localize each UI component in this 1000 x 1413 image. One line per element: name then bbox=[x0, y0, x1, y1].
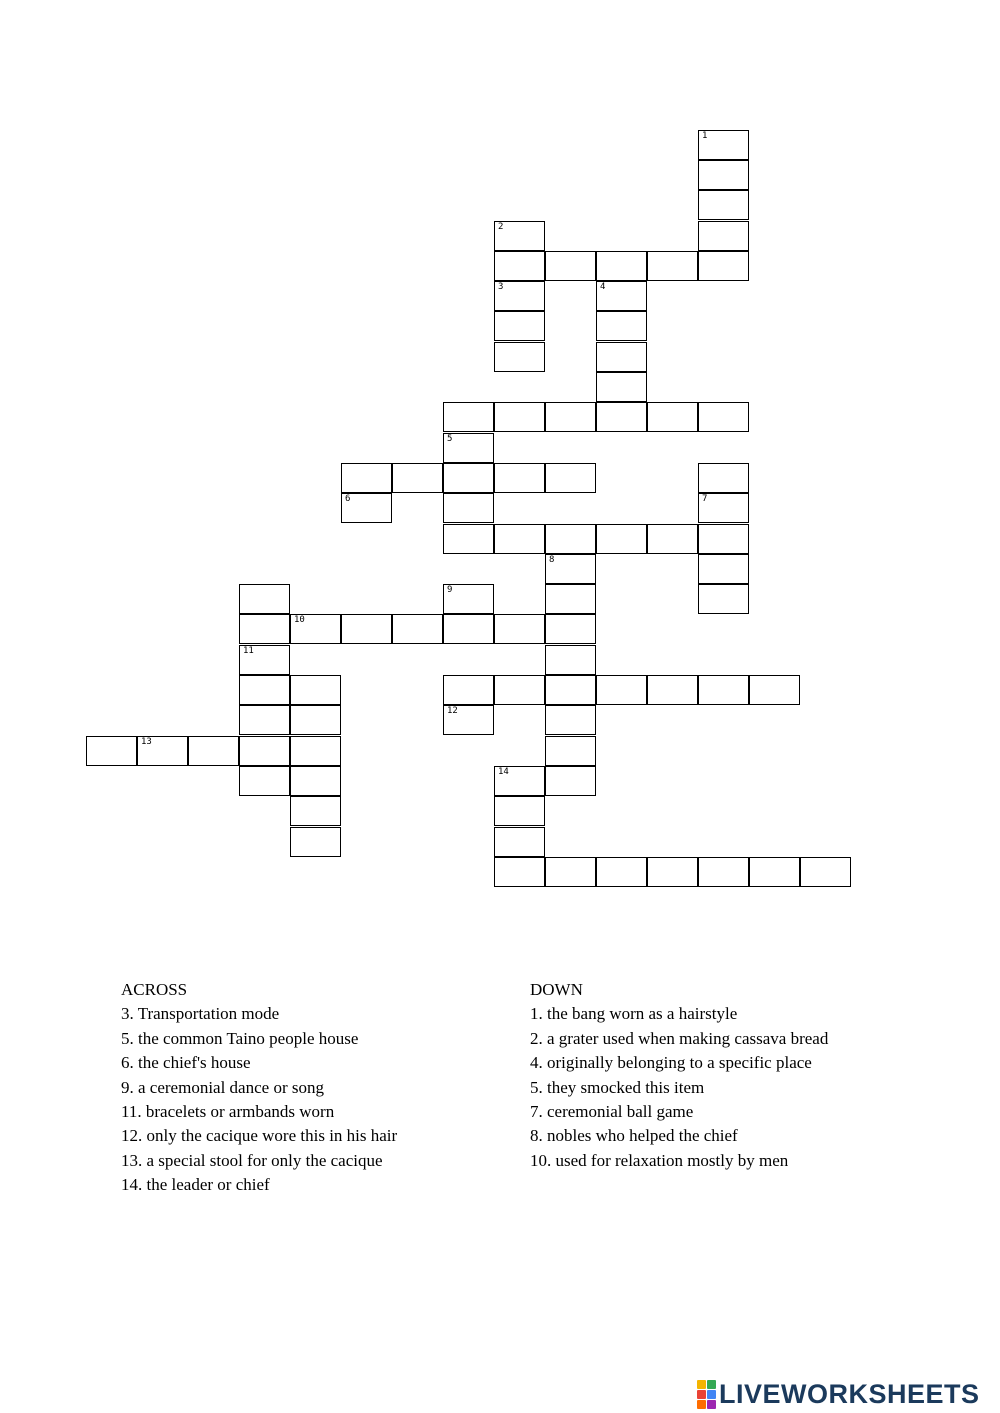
clue-number: 1 bbox=[702, 130, 708, 141]
grid-cell[interactable] bbox=[596, 311, 647, 341]
grid-cell[interactable] bbox=[596, 402, 647, 432]
grid-cell[interactable] bbox=[698, 554, 749, 584]
grid-cell[interactable] bbox=[494, 311, 545, 341]
grid-cell[interactable] bbox=[290, 675, 341, 705]
grid-cell[interactable] bbox=[494, 675, 545, 705]
grid-cell[interactable] bbox=[647, 857, 698, 887]
grid-cell[interactable] bbox=[545, 554, 596, 584]
clue-number: 3 bbox=[498, 282, 504, 293]
grid-cell[interactable] bbox=[545, 766, 596, 796]
grid-cell[interactable] bbox=[443, 463, 494, 493]
clue-number: 14 bbox=[498, 766, 509, 777]
grid-cell[interactable] bbox=[698, 584, 749, 614]
down-clues bbox=[530, 978, 828, 1173]
grid-cell[interactable] bbox=[698, 402, 749, 432]
grid-cell[interactable] bbox=[494, 614, 545, 644]
grid-cell[interactable] bbox=[494, 857, 545, 887]
clue-number: 6 bbox=[345, 494, 351, 505]
grid-cell[interactable] bbox=[545, 584, 596, 614]
grid-cell[interactable] bbox=[239, 766, 290, 796]
across-clue: 11. bracelets or armbands worn bbox=[121, 1102, 335, 1122]
across-clue: 12. only the cacique wore this in his hair bbox=[121, 1126, 398, 1146]
clue-number: 4 bbox=[600, 282, 606, 293]
grid-cell[interactable] bbox=[545, 675, 596, 705]
clue-number: 12 bbox=[447, 706, 458, 717]
grid-cell[interactable] bbox=[290, 614, 341, 644]
grid-cell[interactable] bbox=[188, 736, 239, 766]
grid-cell[interactable] bbox=[647, 524, 698, 554]
clue-number: 5 bbox=[447, 433, 453, 444]
grid-cell[interactable] bbox=[545, 614, 596, 644]
across-clue: 6. the chief's house bbox=[121, 1053, 251, 1073]
grid-cell[interactable] bbox=[494, 221, 545, 251]
grid-cell[interactable] bbox=[239, 675, 290, 705]
grid-cell[interactable] bbox=[800, 857, 851, 887]
grid-cell[interactable] bbox=[494, 251, 545, 281]
grid-cell[interactable] bbox=[545, 463, 596, 493]
grid-cell[interactable] bbox=[647, 402, 698, 432]
grid-cell[interactable] bbox=[494, 766, 545, 796]
across-clues bbox=[121, 978, 397, 1198]
grid-cell[interactable] bbox=[698, 675, 749, 705]
grid-cell[interactable] bbox=[494, 402, 545, 432]
grid-cell[interactable] bbox=[545, 705, 596, 735]
clue-number: 7 bbox=[702, 494, 708, 505]
down-clue: 2. a grater used when making cassava bread bbox=[530, 1028, 829, 1048]
grid-cell[interactable] bbox=[290, 827, 341, 857]
grid-cell[interactable] bbox=[392, 614, 443, 644]
grid-cell[interactable] bbox=[596, 372, 647, 402]
grid-cell[interactable] bbox=[341, 614, 392, 644]
grid-cell[interactable] bbox=[596, 857, 647, 887]
grid-cell[interactable] bbox=[596, 281, 647, 311]
grid-cell[interactable] bbox=[545, 524, 596, 554]
grid-cell[interactable] bbox=[239, 584, 290, 614]
grid-cell[interactable] bbox=[443, 584, 494, 614]
grid-cell[interactable] bbox=[545, 251, 596, 281]
liveworksheets-logo bbox=[697, 1378, 980, 1410]
across-clue: 3. Transportation mode bbox=[121, 1004, 280, 1024]
grid-cell[interactable] bbox=[137, 736, 188, 766]
across-clue: 5. the common Taino people house bbox=[121, 1028, 359, 1048]
down-clue: 5. they smocked this item bbox=[530, 1077, 705, 1097]
grid-cell[interactable] bbox=[698, 221, 749, 251]
grid-cell[interactable] bbox=[698, 251, 749, 281]
grid-cell[interactable] bbox=[494, 281, 545, 311]
down-clue: 4. originally belonging to a specific place bbox=[530, 1053, 812, 1073]
clue-number: 9 bbox=[447, 585, 453, 596]
grid-cell[interactable] bbox=[698, 160, 749, 190]
grid-cell[interactable] bbox=[545, 645, 596, 675]
grid-cell[interactable] bbox=[443, 524, 494, 554]
grid-cell[interactable] bbox=[494, 827, 545, 857]
grid-cell[interactable] bbox=[239, 614, 290, 644]
grid-cell[interactable] bbox=[698, 130, 749, 160]
down-clue: 1. the bang worn as a hairstyle bbox=[530, 1004, 738, 1024]
logo-text: LIVEWORKSHEETS bbox=[719, 1378, 980, 1409]
grid-cell[interactable] bbox=[290, 736, 341, 766]
grid-cell[interactable] bbox=[698, 493, 749, 523]
grid-cell[interactable] bbox=[749, 675, 800, 705]
grid-cell[interactable] bbox=[443, 433, 494, 463]
grid-cell[interactable] bbox=[239, 645, 290, 675]
grid-cell[interactable] bbox=[443, 675, 494, 705]
clue-number: 13 bbox=[141, 736, 152, 747]
grid-cell[interactable] bbox=[698, 463, 749, 493]
grid-cell[interactable] bbox=[596, 251, 647, 281]
grid-cell[interactable] bbox=[443, 614, 494, 644]
down-clue: 8. nobles who helped the chief bbox=[530, 1126, 738, 1146]
grid-cell[interactable] bbox=[698, 857, 749, 887]
grid-cell[interactable] bbox=[494, 463, 545, 493]
grid-cell[interactable] bbox=[290, 796, 341, 826]
grid-cell[interactable] bbox=[647, 675, 698, 705]
grid-cell[interactable] bbox=[545, 402, 596, 432]
grid-cell[interactable] bbox=[392, 463, 443, 493]
grid-cell[interactable] bbox=[290, 705, 341, 735]
grid-cell[interactable] bbox=[698, 190, 749, 220]
grid-cell[interactable] bbox=[494, 796, 545, 826]
grid-cell[interactable] bbox=[596, 342, 647, 372]
grid-cell[interactable] bbox=[749, 857, 800, 887]
grid-cell[interactable] bbox=[596, 524, 647, 554]
down-heading: DOWN bbox=[530, 980, 583, 999]
across-clue: 9. a ceremonial dance or song bbox=[121, 1077, 324, 1097]
grid-cell[interactable] bbox=[647, 251, 698, 281]
grid-cell[interactable] bbox=[443, 705, 494, 735]
across-heading: ACROSS bbox=[121, 980, 188, 999]
clue-number: 8 bbox=[549, 554, 555, 565]
down-clue: 10. used for relaxation mostly by men bbox=[530, 1150, 789, 1170]
clue-number: 10 bbox=[294, 615, 305, 626]
clue-number: 11 bbox=[243, 645, 254, 656]
down-clue: 7. ceremonial ball game bbox=[530, 1102, 694, 1122]
grid-cell[interactable] bbox=[86, 736, 137, 766]
grid-cell[interactable] bbox=[290, 766, 341, 796]
grid-cell[interactable] bbox=[545, 857, 596, 887]
logo-mark-icon bbox=[697, 1380, 716, 1409]
grid-cell[interactable] bbox=[341, 463, 392, 493]
grid-cell[interactable] bbox=[341, 493, 392, 523]
grid-cell[interactable] bbox=[239, 705, 290, 735]
across-clue: 13. a special stool for only the cacique bbox=[121, 1150, 383, 1170]
grid-cell[interactable] bbox=[443, 493, 494, 523]
grid-cell[interactable] bbox=[545, 736, 596, 766]
clue-number: 2 bbox=[498, 221, 504, 232]
grid-cell[interactable] bbox=[443, 402, 494, 432]
grid-cell[interactable] bbox=[239, 736, 290, 766]
grid-cell[interactable] bbox=[494, 342, 545, 372]
grid-cell[interactable] bbox=[494, 524, 545, 554]
across-clue: 14. the leader or chief bbox=[121, 1175, 270, 1195]
grid-cell[interactable] bbox=[698, 524, 749, 554]
grid-cell[interactable] bbox=[596, 675, 647, 705]
